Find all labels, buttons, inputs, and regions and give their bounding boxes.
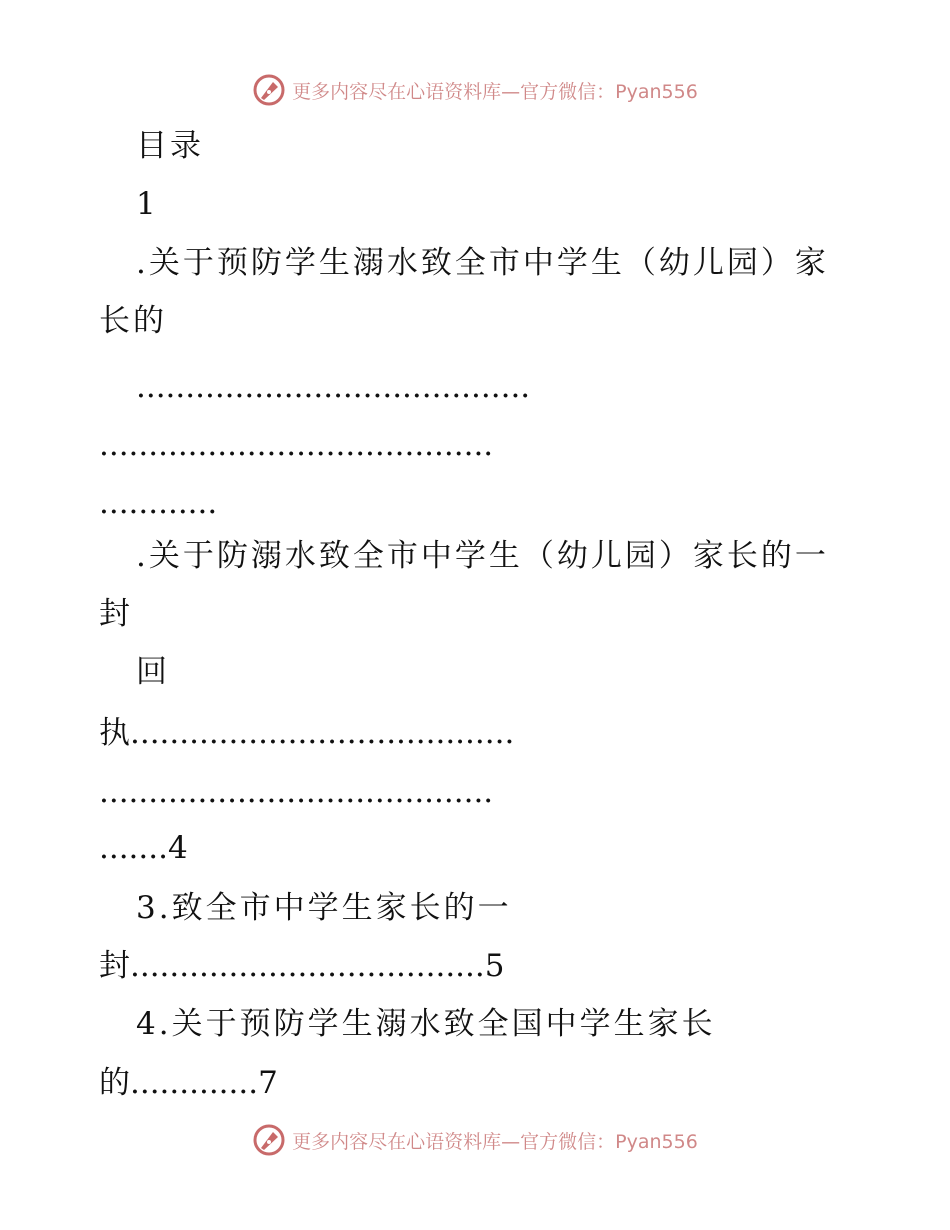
- toc-heading: 目录: [136, 128, 204, 164]
- toc-line: .关于防溺水致全市中学生（幼儿园）家长的一: [136, 538, 829, 574]
- dot-leader: ........................................: [99, 427, 494, 463]
- dot-leader: 封....................................5: [99, 948, 505, 984]
- pen-nib-logo-icon: [252, 73, 286, 107]
- header-watermark: [0, 68, 950, 112]
- pen-nib-logo-icon: [252, 1123, 286, 1157]
- toc-line: [99, 944, 844, 988]
- watermark-text: 更多内容尽在心语资料库—官方微信：Pyan556: [292, 80, 698, 103]
- dot-leader: ........................................: [99, 774, 494, 810]
- toc-page-line: [99, 826, 844, 870]
- dot-leader: .......4: [99, 830, 188, 866]
- toc-line: 长的: [99, 303, 167, 339]
- toc-dot-leader: [136, 365, 844, 409]
- dot-leader: ............: [99, 485, 218, 521]
- toc-line: 回: [136, 654, 170, 690]
- toc-line: [99, 711, 844, 755]
- dot-leader: ........................................: [136, 369, 531, 405]
- toc-line: [99, 1061, 844, 1105]
- toc-line: 3.致全市中学生家长的一: [136, 890, 512, 926]
- toc-dot-leader: [99, 481, 844, 525]
- toc-line: 封: [99, 596, 133, 632]
- toc-line: 1: [136, 186, 159, 222]
- watermark-text: 更多内容尽在心语资料库—官方微信：Pyan556: [292, 1130, 698, 1153]
- toc-line: .关于预防学生溺水致全市中学生（幼儿园）家: [136, 245, 829, 281]
- dot-leader: 的.............7: [99, 1065, 278, 1101]
- footer-watermark: [0, 1118, 950, 1162]
- toc-dot-leader: [99, 423, 844, 467]
- toc-dot-leader: [99, 770, 844, 814]
- dot-leader: 执.......................................: [99, 715, 515, 751]
- toc-line: 4.关于预防学生溺水致全国中学生家长: [136, 1006, 716, 1042]
